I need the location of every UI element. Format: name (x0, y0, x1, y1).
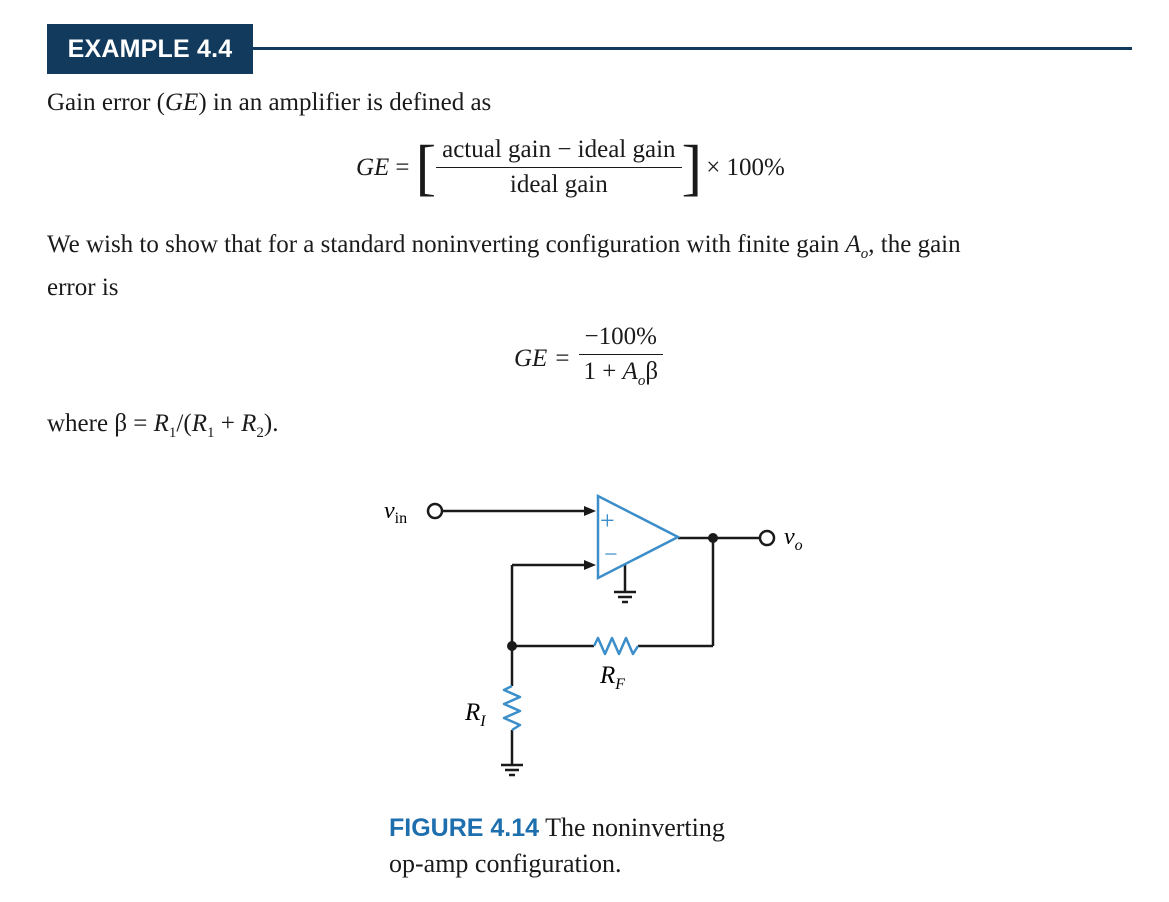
opamp-plus-label: + (600, 506, 615, 535)
rf-label-sub: F (615, 676, 626, 693)
gain-error-definition-equation (356, 135, 785, 200)
ri-label (464, 699, 486, 730)
r1-subscript: 1 (168, 425, 177, 441)
intro-paragraph (47, 86, 491, 120)
gain-subscript: o (860, 246, 869, 262)
intro-text: Gain error ( (47, 89, 165, 116)
vo-terminal (760, 531, 774, 545)
ri-label-main: R (465, 699, 481, 726)
example-label: EXAMPLE 4.4 (67, 34, 233, 63)
vin-label-sub: in (394, 510, 408, 527)
ri-label-sub: I (480, 713, 486, 730)
eq2-equals: = (555, 345, 570, 372)
figure-caption (389, 810, 725, 882)
header-rule (253, 47, 1132, 50)
wish-text: We wish to show that for a standard noninverting configuration with finite gain (47, 231, 846, 258)
rf-label-main: R (600, 662, 616, 689)
right-bracket: ] (681, 133, 703, 202)
where-mid: /( (176, 410, 192, 437)
noninverting-opamp-circuit (360, 480, 830, 790)
eq1-numerator: actual gain − ideal gain (436, 135, 681, 168)
ge-symbol: GE (165, 89, 199, 116)
example-badge (47, 24, 253, 74)
caption-line2: op-amp configuration. (389, 849, 622, 878)
eq2-den-prefix: 1 + (583, 358, 623, 385)
vin-label-main: v (384, 498, 395, 524)
vin-arrowhead (584, 506, 596, 516)
caption-line1: The noninverting (539, 813, 725, 842)
eq1-equals: = (395, 153, 410, 181)
eq2-gain-subscript: o (637, 373, 646, 389)
r2-subscript: 2 (256, 425, 264, 441)
eq2-beta: β (645, 358, 659, 385)
eq2-gain-symbol: A (622, 358, 638, 385)
figure-label: FIGURE 4.14 (389, 814, 540, 842)
inverting-arrowhead (584, 560, 596, 570)
vo-label-main: v (784, 524, 795, 550)
intro-text-end: ) in an amplifier is defined as (198, 89, 492, 116)
opamp-minus-label: − (604, 542, 618, 568)
wish-text-line2: error is (47, 274, 119, 301)
eq1-fraction (436, 135, 681, 200)
eq1-times-100: × 100% (706, 153, 785, 181)
eq2-numerator: −100% (579, 322, 663, 355)
r1-symbol: R (153, 410, 169, 437)
gain-symbol: A (845, 231, 861, 258)
ri-resistor (504, 686, 520, 730)
gain-error-result-equation (514, 322, 664, 396)
where-line (47, 407, 278, 450)
eq2-lhs: GE (514, 345, 548, 372)
feedback-junction (507, 641, 517, 651)
wish-paragraph (47, 228, 1137, 305)
rf-resistor (594, 638, 638, 654)
where-text: where β = (47, 410, 154, 437)
r1b-symbol: R (191, 410, 207, 437)
left-bracket: [ (415, 133, 437, 202)
rf-label (599, 662, 625, 693)
eq2-denominator (577, 355, 664, 396)
eq1-denominator: ideal gain (509, 171, 608, 198)
where-end: ). (263, 410, 279, 437)
wish-text-end: , the gain (868, 231, 961, 258)
where-plus: + (214, 410, 242, 437)
vin-terminal (428, 504, 442, 518)
eq2-fraction (577, 322, 664, 396)
output-junction (708, 533, 718, 543)
vin-label (384, 498, 407, 527)
vo-label (784, 524, 803, 554)
vo-label-sub: o (794, 537, 803, 554)
r2-symbol: R (241, 410, 257, 437)
eq1-lhs: GE (356, 153, 390, 181)
r1b-subscript: 1 (206, 425, 215, 441)
